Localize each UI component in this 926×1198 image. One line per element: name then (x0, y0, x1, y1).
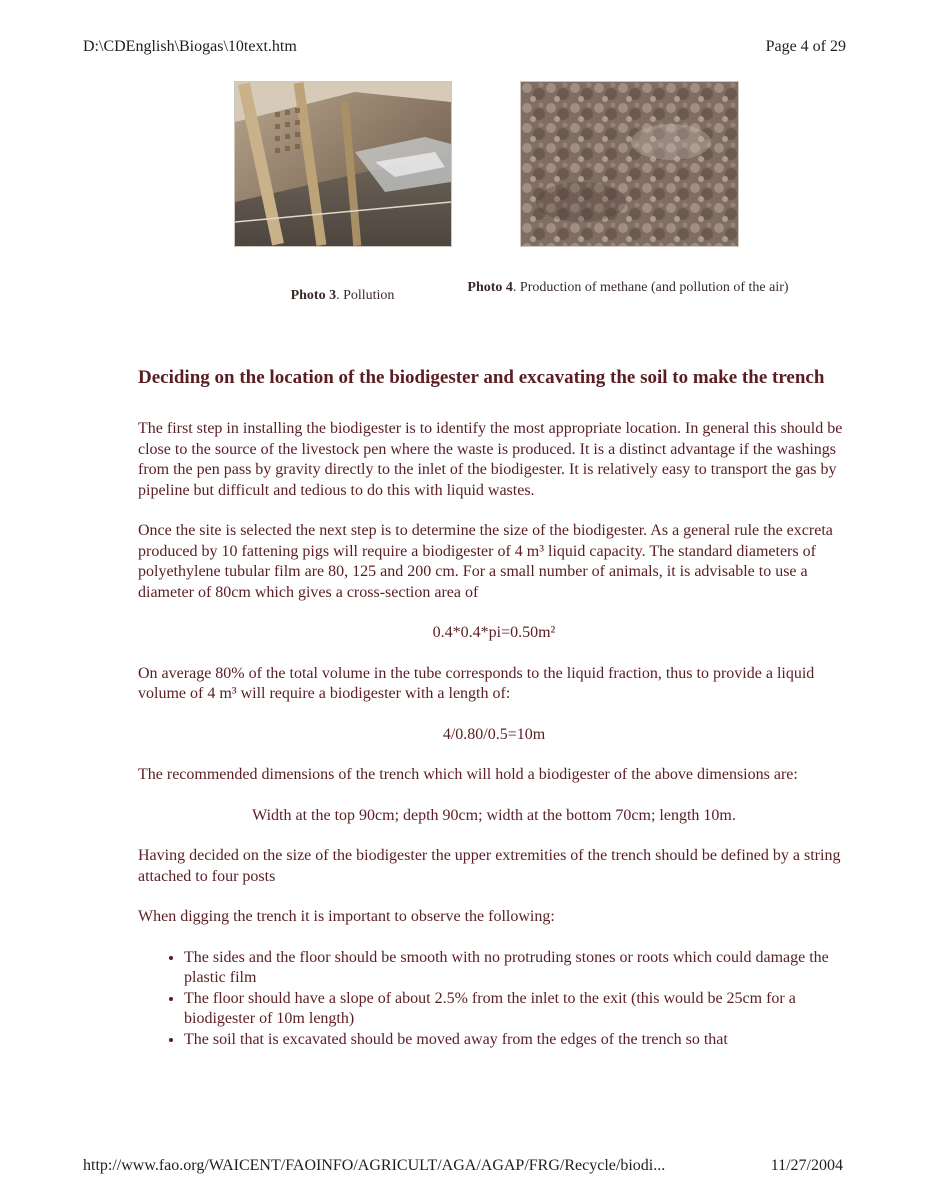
photo-pollution (234, 81, 452, 247)
list-item: • The floor should have a slope of about 2.5% from the inlet to the exit (this would be 25cm for a biodigester of 10m length) (184, 989, 850, 1030)
photo-4-label: Photo 4 (467, 280, 513, 295)
photo-3-caption (250, 287, 435, 304)
photo-methane-production (520, 81, 739, 247)
formula-length: 4/0.80/0.5=10m (442, 725, 546, 743)
digging-guidelines-list (138, 948, 850, 1051)
paragraph-digging: When digging the trench it is important to observe the following: (138, 908, 555, 925)
paragraph-trench-dimensions: The recommended dimensions of the trench which will hold a biodigester of the above dimensions are: (138, 766, 798, 783)
list-item: • The soil that is excavated should be moved away from the edges of the trench so that (184, 1030, 850, 1051)
photo-3-label: Photo 3 (290, 288, 337, 303)
photo-4-caption-text: . Production of methane (and pollution of the air) (512, 280, 789, 295)
article-body (138, 367, 850, 1050)
header-file-path: D:\CDEnglish\Biogas\10text.htm (83, 38, 297, 55)
trench-dimensions: Width at the top 90cm; depth 90cm; width at the bottom 70cm; length 10m. (252, 806, 736, 824)
footer-date: 11/27/2004 (770, 1157, 843, 1174)
footer-url: http://www.fao.org/WAICENT/FAOINFO/AGRICULT/AGA/AGAP/FRG/Recycle/biodi... (83, 1157, 666, 1174)
paragraph-string-posts: Having decided on the size of the biodigester the upper extremities of the trench should be defined by a string attached to four posts (138, 847, 841, 885)
header-page-number: Page 4 of 29 (765, 38, 846, 55)
section-heading: Deciding on the location of the biodigester and excavating the soil to make the trench (138, 367, 825, 388)
paragraph-volume: On average 80% of the total volume in the tube corresponds to the liquid fraction, thus to provide a liquid volume of 4 m³ will require a biodigester with a length of: (138, 664, 815, 702)
paragraph-size: Once the site is selected the next step is to determine the size of the biodigester. As a general rule the excreta produced by 10 fattening pigs will require a biodigester of 4 m³ liquid capacity. The standard diameters of polyethylene tubular film are 80, 125 and 200 cm. For a small number of animals, it is advisable to use a diameter of 80cm which gives a cross-section area of (138, 522, 833, 601)
photo-4-caption (458, 279, 798, 296)
list-item: • The sides and the floor should be smooth with no protruding stones or roots which could damage the plastic film (184, 948, 850, 989)
paragraph-location: The first step in installing the biodigester is to identify the most appropriate location. In general this should be close to the source of the livestock pen where the waste is produced. It is a distinct advantage if the washings from the pen pass by gravity directly to the inlet of the biodigester. It is relatively easy to transport the gas by pipeline but difficult and tedious to do this with liquid wastes. (138, 420, 843, 499)
photo-3-caption-text: . Pollution (336, 288, 395, 303)
formula-cross-section: 0.4*0.4*pi=0.50m² (432, 624, 556, 641)
